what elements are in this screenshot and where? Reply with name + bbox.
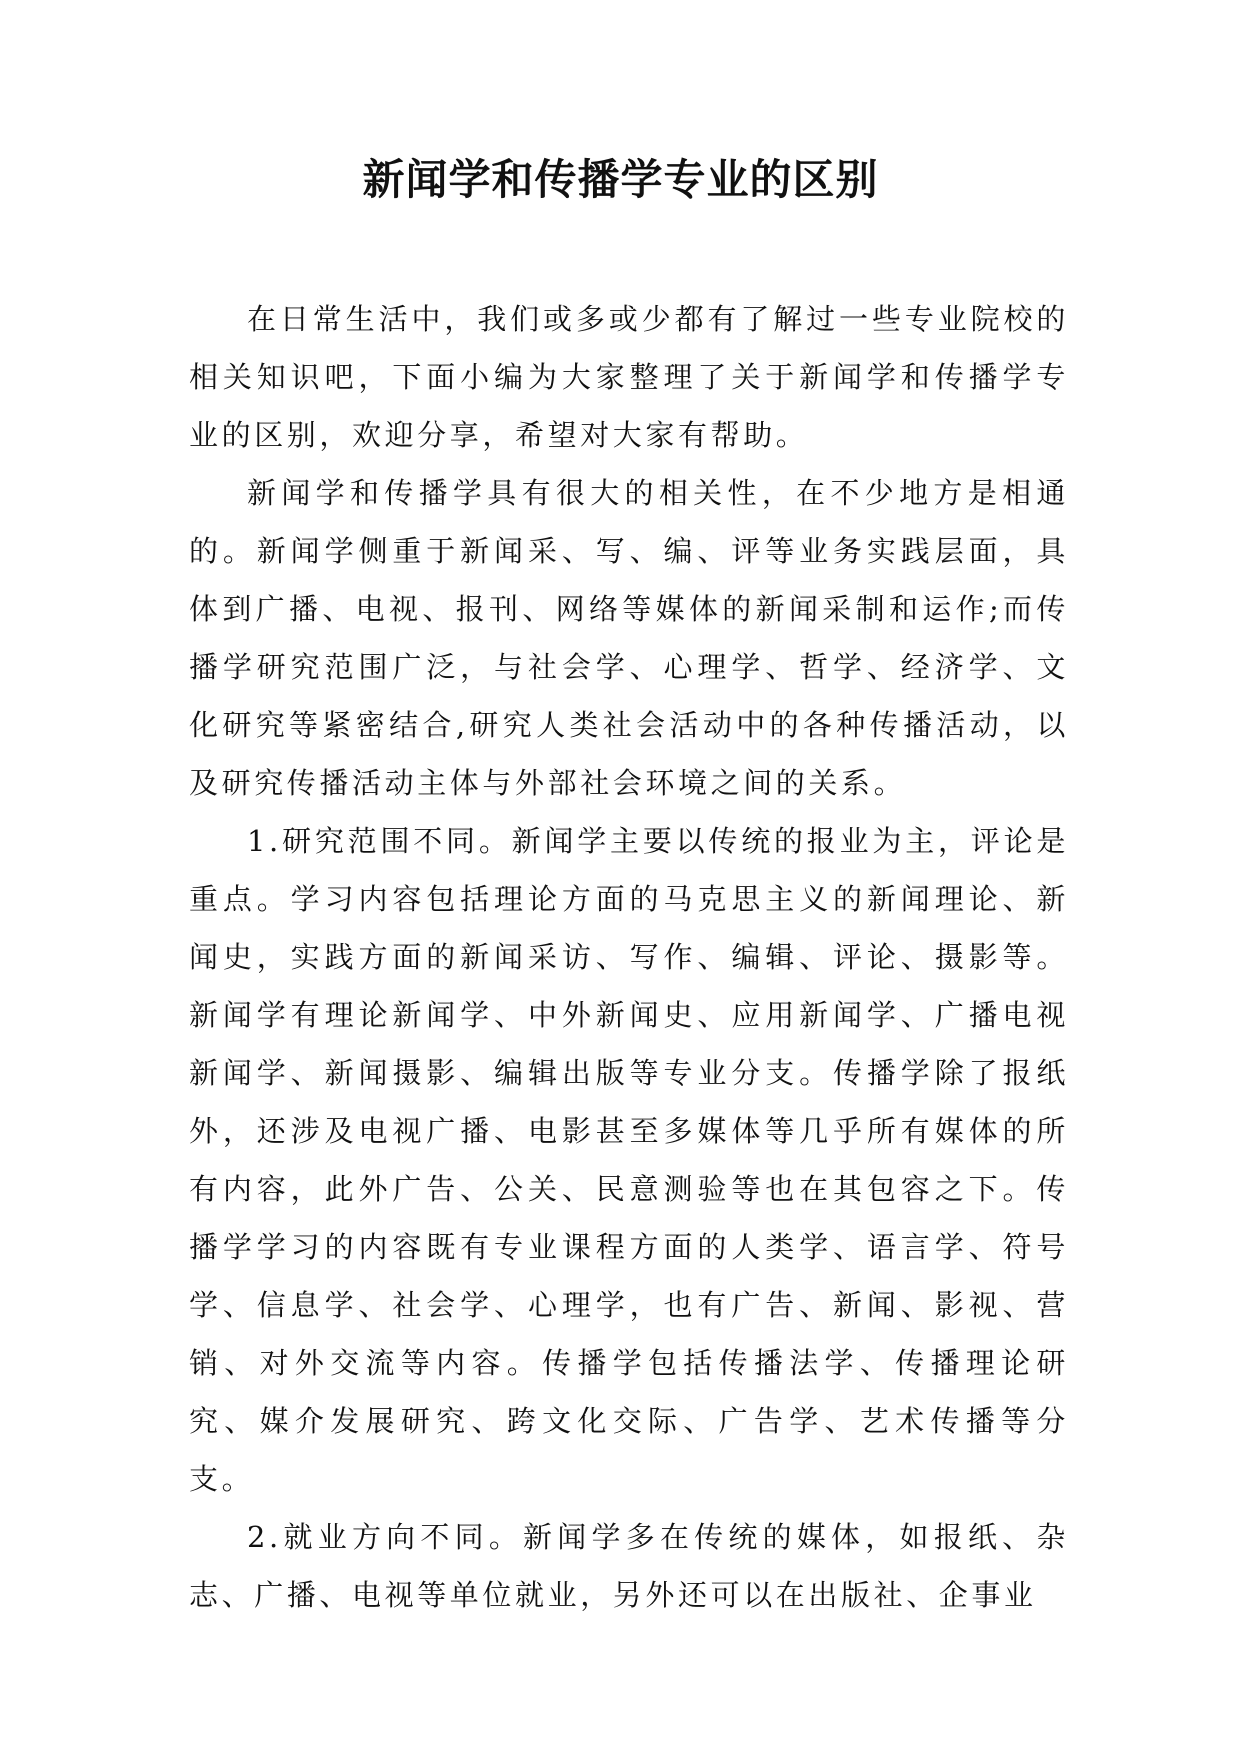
paragraph-intro: 在日常生活中，我们或多或少都有了解过一些专业院校的相关知识吧，下面小编为大家整理了关于新闻学和传播学专业的区别，欢迎分享，希望对大家有帮助。 bbox=[189, 302, 1069, 452]
document-body bbox=[189, 290, 1069, 1624]
document-title: 新闻学和传播学专业的区别 bbox=[362, 155, 879, 204]
paragraph-overview: 新闻学和传播学具有很大的相关性，在不少地方是相通的。新闻学侧重于新闻采、写、编、评等业务实践层面，具体到广播、电视、报刊、网络等媒体的新闻采制和运作;而传播学研究范围广泛，与社会学、心理学、哲学、经济学、文化研究等紧密结合,研究人类社会活动中的各种传播活动，以及研究传播活动主体与外部社会环境之间的关系。 bbox=[189, 476, 1069, 800]
paragraph-employment: 2.就业方向不同。新闻学多在传统的媒体，如报纸、杂志、广播、电视等单位就业，另外还可以在出版社、企事业 bbox=[189, 1520, 1069, 1612]
paragraph-research-scope: 1.研究范围不同。新闻学主要以传统的报业为主，评论是重点。学习内容包括理论方面的马克思主义的新闻理论、新闻史，实践方面的新闻采访、写作、编辑、评论、摄影等。新闻学有理论新闻学、中外新闻史、应用新闻学、广播电视新闻学、新闻摄影、编辑出版等专业分支。传播学除了报纸外，还涉及电视广播、电影甚至多媒体等几乎所有媒体的所有内容，此外广告、公关、民意测验等也在其包容之下。传播学学习的内容既有专业课程方面的人类学、语言学、符号学、信息学、社会学、心理学，也有广告、新闻、影视、营销、对外交流等内容。传播学包括传播法学、传播理论研究、媒介发展研究、跨文化交际、广告学、艺术传播等分支。 bbox=[189, 824, 1069, 1496]
